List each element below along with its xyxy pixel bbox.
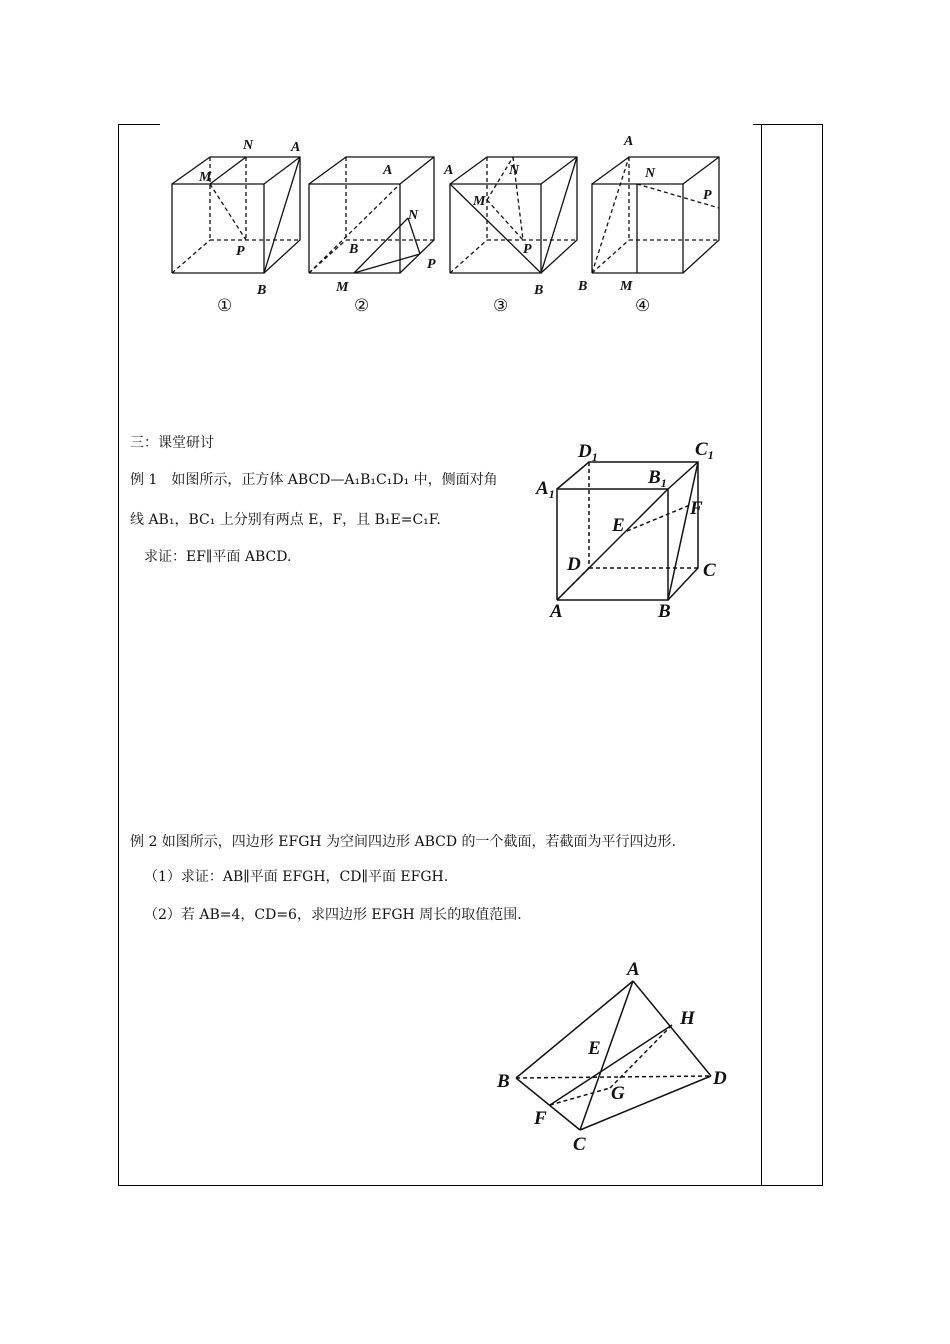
fig1-label-n: N bbox=[243, 138, 254, 153]
fig4-label-n: N bbox=[645, 166, 656, 181]
fig1-number: ① bbox=[217, 296, 233, 316]
fig3-label-a: A bbox=[444, 163, 454, 178]
fig4-label-b: B bbox=[578, 279, 588, 294]
ex1-label-c1: $C_1$ bbox=[695, 439, 714, 462]
ex2-label-a: A bbox=[627, 959, 640, 980]
fig2-label-n: N bbox=[408, 208, 419, 223]
fig2-number: ② bbox=[354, 296, 370, 316]
fig2-label-a: A bbox=[383, 163, 393, 178]
fig4-label-m: M bbox=[620, 279, 633, 294]
fig2-label-m: M bbox=[336, 280, 349, 295]
example1-line2: 线 AB₁，BC₁ 上分别有两点 E，F，且 B₁E=C₁F. bbox=[130, 512, 441, 528]
ex1-label-a: A bbox=[550, 601, 563, 622]
ex2-label-c: C bbox=[573, 1134, 586, 1155]
section-heading: 三：课堂研讨 bbox=[130, 435, 214, 451]
fig1-label-b: B bbox=[257, 283, 267, 298]
example2-line2: （1）求证：AB∥平面 EFGH，CD∥平面 EFGH. bbox=[144, 869, 449, 885]
fig3-number: ③ bbox=[493, 296, 509, 316]
fig4-label-a: A bbox=[624, 134, 634, 149]
ex2-label-e: E bbox=[588, 1038, 601, 1059]
fig1-label-a: A bbox=[291, 140, 301, 155]
ex2-label-f: F bbox=[534, 1108, 547, 1129]
fig2-label-b: B bbox=[349, 242, 359, 257]
example2-line1: 例 2 如图所示，四边形 EFGH 为空间四边形 ABCD 的一个截面，若截面为平行四边形. bbox=[130, 834, 676, 850]
ex1-label-b1: $B_1$ bbox=[648, 467, 667, 490]
fig2-label-p: P bbox=[427, 257, 436, 272]
fig1-label-m: M bbox=[199, 170, 212, 185]
fig4-label-p: P bbox=[703, 188, 712, 203]
ex1-label-d1: $D_1$ bbox=[578, 441, 598, 464]
fig3-label-p: P bbox=[523, 242, 532, 257]
fig1-label-p: P bbox=[236, 244, 245, 259]
ex1-label-a1: $A_1$ bbox=[536, 478, 555, 501]
ex1-label-d: D bbox=[567, 554, 581, 575]
ex1-label-f: F bbox=[690, 498, 703, 519]
example1-line3: 求证：EF∥平面 ABCD. bbox=[144, 549, 292, 565]
fig3-label-m: M bbox=[473, 194, 486, 209]
ex1-label-e: E bbox=[612, 515, 625, 536]
ex2-label-b: B bbox=[497, 1071, 510, 1092]
ex2-label-d: D bbox=[713, 1068, 727, 1089]
ex2-label-h: H bbox=[680, 1008, 695, 1029]
example2-line3: （2）若 AB=4，CD=6，求四边形 EFGH 周长的取值范围. bbox=[144, 907, 522, 923]
ex2-label-g: G bbox=[611, 1083, 625, 1104]
fig3-label-b: B bbox=[534, 283, 544, 298]
fig3-label-n: N bbox=[509, 163, 520, 178]
ex1-label-b: B bbox=[658, 601, 671, 622]
ex1-label-c: C bbox=[703, 560, 716, 581]
fig4-number: ④ bbox=[635, 296, 651, 316]
example1-line1: 例 1 如图所示，正方体 ABCD—A₁B₁C₁D₁ 中，侧面对角 bbox=[130, 472, 498, 488]
